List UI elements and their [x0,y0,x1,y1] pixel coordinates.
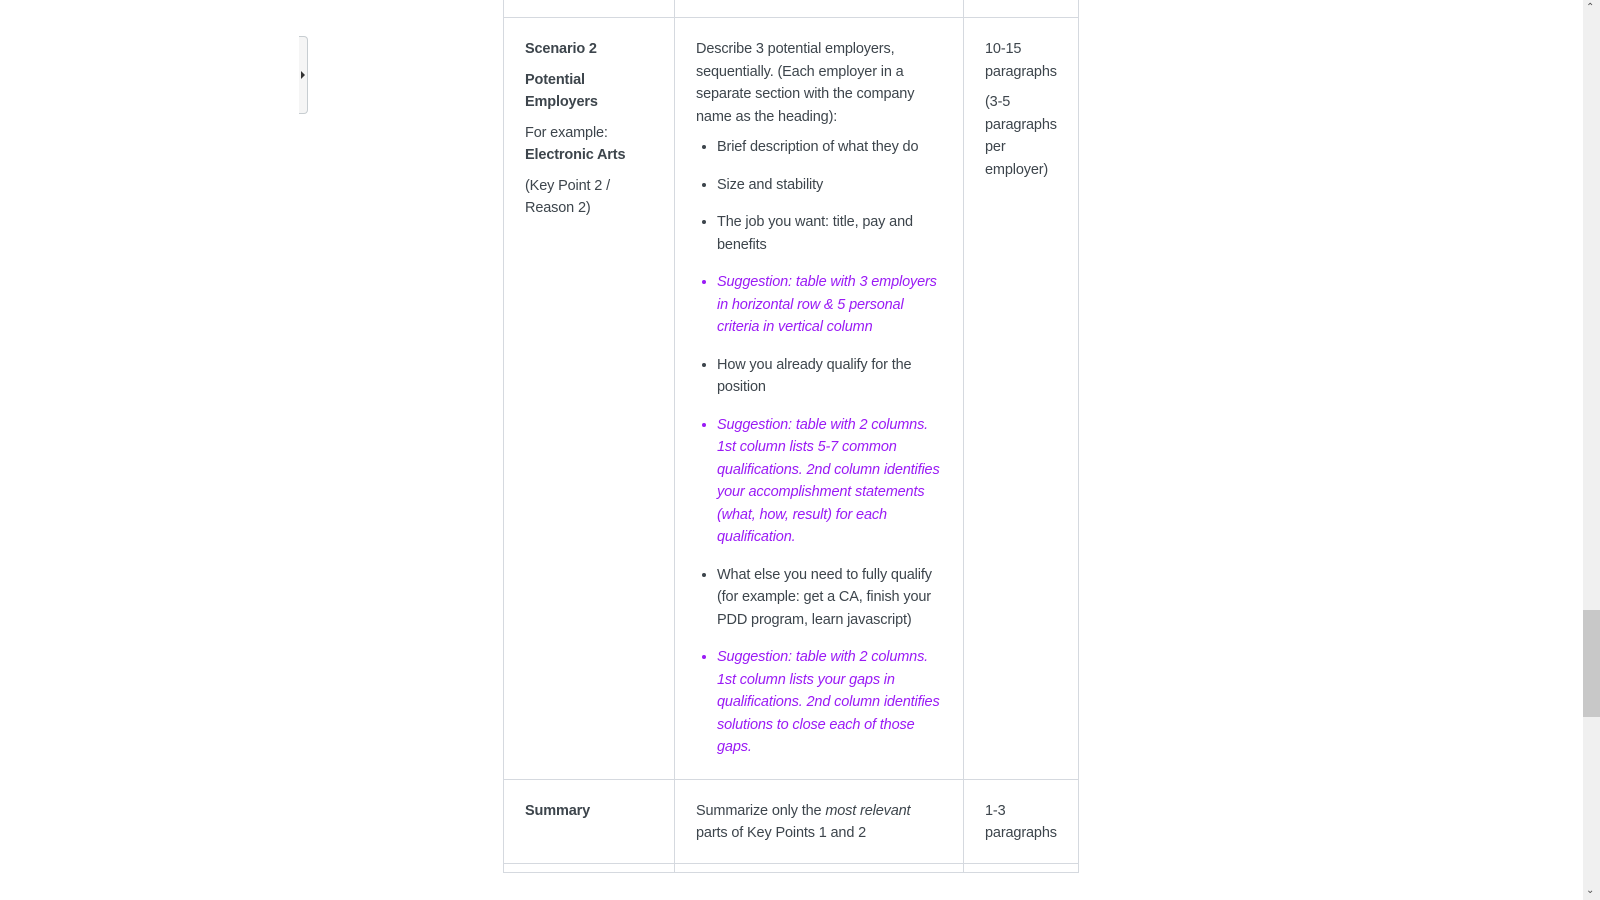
table-row-summary [504,779,1079,863]
sidebar-toggle-button[interactable] [299,36,308,114]
list-item: • What else you need to fully qualify (for example: get a CA, finish your PDD program, learn javascript) [717,564,944,632]
description-cell [675,779,964,863]
length-cell [964,18,1079,780]
vertical-scrollbar[interactable] [1583,0,1600,900]
section-title: Scenario 2 [525,41,597,57]
length-cell [964,779,1079,863]
suggestion-item: • Suggestion: table with 2 columns. 1st column lists your gaps in qualifications. 2nd column identifies solutions to close each of those gaps. [717,646,944,759]
scrollbar-thumb[interactable] [1583,610,1600,717]
table-row [504,0,1079,18]
list-item: • The job you want: title, pay and benefits [717,211,944,256]
table-row-scenario-2 [504,18,1079,780]
table-row [504,863,1079,872]
content-table [503,0,1079,873]
list-item: • Brief description of what they do [717,136,944,159]
example-label: For example: [525,124,608,141]
example-value: Electronic Arts [525,147,626,163]
summary-text-end: parts of Key Points 1 and 2 [696,825,867,841]
suggestion-item: • Suggestion: table with 2 columns. 1st column lists 5-7 common qualifications. 2nd column identifies your accomplishment statements (what, how, result) for each qualification. [717,414,944,549]
key-point-note: (Key Point 2 / Reason 2) [525,177,610,216]
requirements-list [696,136,944,759]
section-cell [504,779,675,863]
description-intro: Describe 3 potential employers, sequentially. (Each employer in a separate section with the company name as the heading): [696,41,915,125]
chevron-down-icon[interactable]: ⌄ [1586,885,1595,896]
length-value: 10-15 paragraphs [985,41,1057,80]
caret-right-icon [301,71,305,79]
length-value: 1-3 paragraphs [985,802,1057,841]
description-cell [675,18,964,780]
list-item: • How you already qualify for the position [717,354,944,399]
length-detail: (3-5 paragraphs per employer) [985,94,1057,178]
section-title: Summary [525,802,591,819]
section-cell [504,18,675,780]
suggestion-item: • Suggestion: table with 3 employers in horizontal row & 5 personal criteria in vertical column [717,271,944,339]
list-item: • Size and stability [717,174,944,197]
section-subtitle: Potential Employers [525,71,598,110]
summary-emphasis: most relevant [825,802,911,819]
summary-text: Summarize only the [696,802,826,819]
chevron-up-icon[interactable]: ⌃ [1586,2,1595,13]
